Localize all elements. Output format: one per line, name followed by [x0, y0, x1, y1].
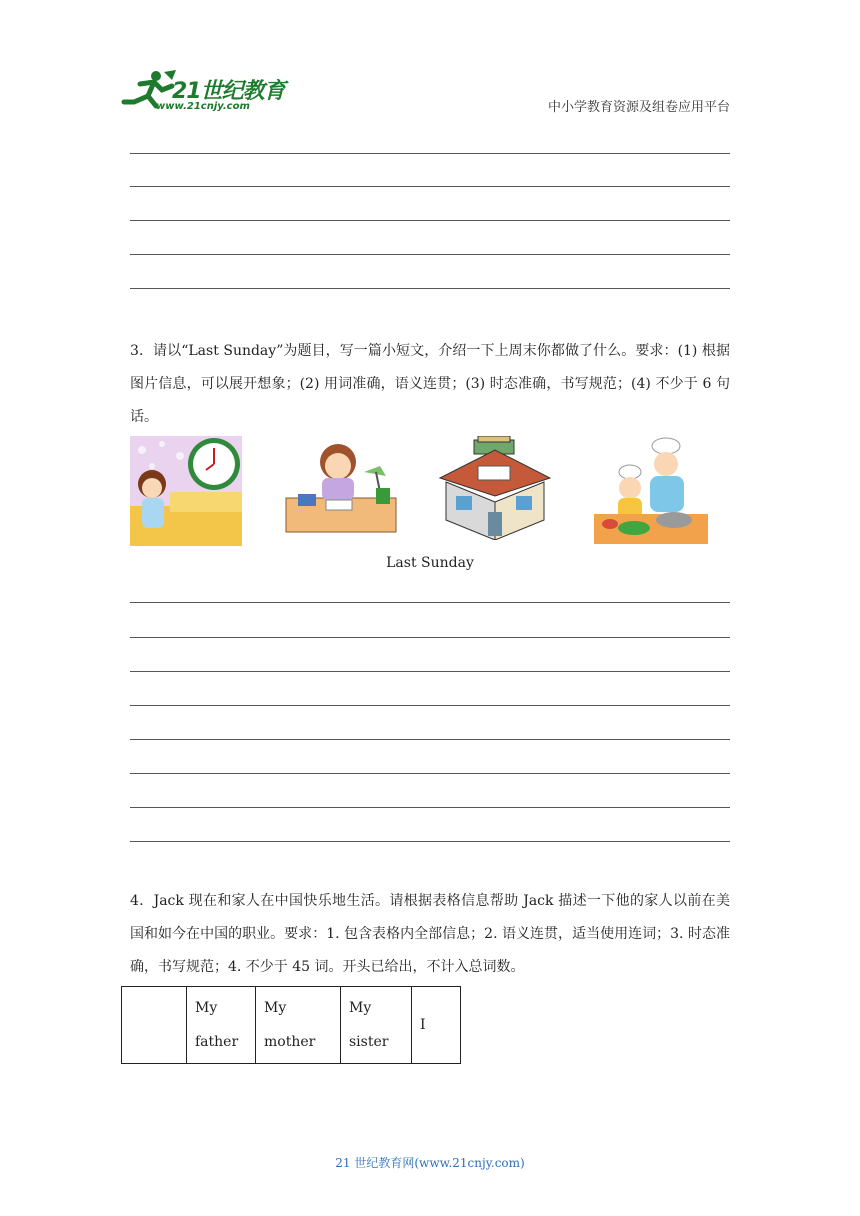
- logo-url: www.21cnjy.com: [156, 101, 250, 112]
- library-building-picture: [438, 436, 552, 540]
- answer-line: [130, 705, 730, 706]
- table-header-cell: My father: [187, 987, 256, 1064]
- answer-line: [130, 186, 730, 187]
- family-jobs-table: [121, 986, 461, 1064]
- table-header-cell: [122, 987, 187, 1064]
- table-header-row: [122, 987, 461, 1064]
- answer-line: [130, 807, 730, 808]
- answer-line: [130, 254, 730, 255]
- picture-caption: Last Sunday: [386, 555, 474, 571]
- answer-line: [130, 220, 730, 221]
- answer-line: [130, 671, 730, 672]
- question-4-text: 4．Jack 现在和家人在中国快乐地生活。请根据表格信息帮助 Jack 描述一下他的家人以前在美国和如今在中国的职业。要求：1. 包含表格内全部信息；2. 语义连贯，适当使用连词；3. 时态准确，书写规范；4. 不少于 45 词。开头已给出，不计入总词数。: [130, 893, 730, 975]
- question-3-text: 3．请以“Last Sunday”为题目，写一篇小短文，介绍一下上周末你都做了什么。要求：(1) 根据图片信息，可以展开想象；(2) 用词准确，语义连贯；(3) 时态准确，书写规范；(4) 不少于 6 句话。: [130, 343, 730, 425]
- logo-text: 21世纪教育: [172, 79, 285, 104]
- answer-line: [130, 841, 730, 842]
- girl-doing-homework-picture: [282, 436, 400, 536]
- answer-line: [130, 773, 730, 774]
- page-footer: 21 世纪教育网(www.21cnjy.com): [335, 1156, 525, 1170]
- answer-line: [130, 288, 730, 289]
- answer-line: [130, 153, 730, 154]
- girl-waking-up-picture: [130, 436, 242, 546]
- answer-line: [130, 739, 730, 740]
- table-header-cell: My sister: [341, 987, 412, 1064]
- site-tagline: 中小学教育资源及组卷应用平台: [547, 100, 730, 115]
- cooking-with-mother-picture: [594, 436, 708, 544]
- answer-line: [130, 637, 730, 638]
- table-header-cell: My mother: [256, 987, 341, 1064]
- table-header-cell: I: [412, 987, 461, 1064]
- answer-line: [130, 602, 730, 603]
- site-logo: [120, 68, 300, 116]
